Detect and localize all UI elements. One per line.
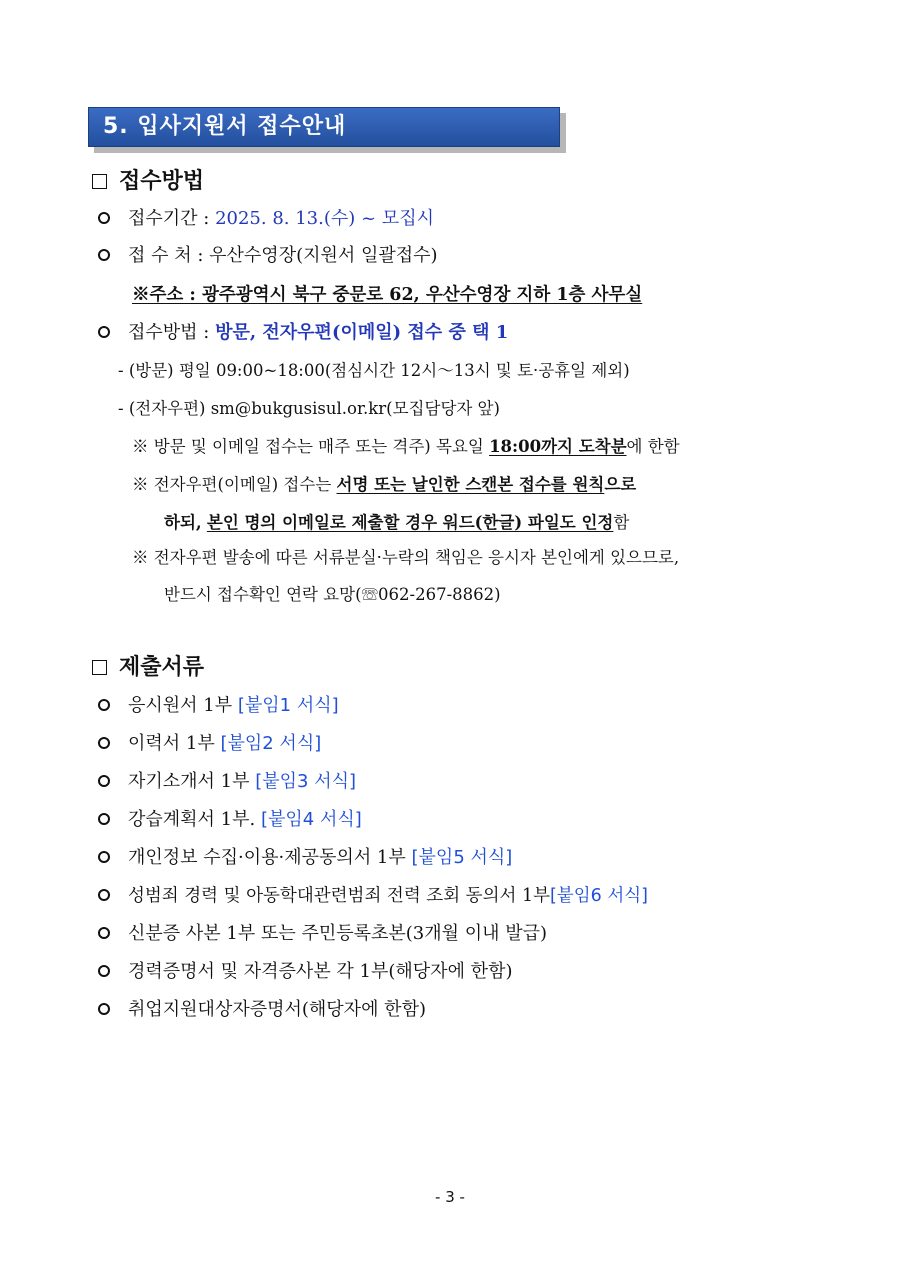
visit-line: - (방문) 평일 09:00~18:00(점심시간 12시～13시 및 토·공휴일 제외) [118,361,630,380]
note-signature-prefix: ※ 전자우편(이메일) 접수는 [132,475,332,494]
document-item-text: 취업지원대상자증명서(해당자에 한함) [128,999,426,1020]
bullet-circle-icon [98,737,110,749]
bullet-circle-icon [98,851,110,863]
document-item-ref: [붙임6 서식] [549,886,648,906]
email-line: - (전자우편) sm@bukgusisul.or.kr(모집담당자 앞) [118,399,500,418]
bullet-circle-icon [98,326,110,338]
note-responsibility: ※ 전자우편 발송에 따른 서류분실·누락의 책임은 응시자 본인에게 있으므로, [132,548,680,567]
document-item-text: 강습계획서 1부. [128,809,256,830]
period-value: 2025. 8. 13.(수) ~ 모집시 [215,208,434,229]
bullet-circle-icon [98,965,110,977]
document-item-ref: [붙임4 서식] [260,809,362,830]
how-row [98,321,508,345]
note-signature [132,473,636,497]
document-item-text: 이력서 1부 [128,733,221,754]
bullet-circle-icon [98,699,110,711]
section-title-banner [88,107,566,153]
document-item-text: 응시원서 1부 [128,695,233,716]
document-item-text: 신분증 사본 1부 또는 주민등록초본(3개월 이내 발급) [128,923,548,944]
document-item-text: 성범죄 경력 및 아동학대관련범죄 전력 조회 동의서 1부 [128,886,550,906]
document-item-ref: [붙임5 서식] [411,847,513,868]
how-label: 접수방법 : [128,322,210,343]
bullet-circle-icon [98,249,110,261]
note-word-emphasis: 본인 명의 이메일로 제출할 경우 워드(한글) 파일도 인정 [206,513,614,532]
document-item-ref: [붙임3 서식] [255,771,357,792]
document-item [98,808,362,832]
note-word-prefix: 하되, [164,513,202,532]
document-item [98,884,648,908]
bullet-circle-icon [98,775,110,787]
document-item [98,846,512,870]
bullet-circle-icon [98,1003,110,1015]
note-word-suffix: 함 [613,513,630,532]
bullet-circle-icon [98,813,110,825]
document-item-ref: [붙임1 서식] [237,695,339,716]
method-heading: 접수방법 [119,169,205,194]
address-line: ※주소 : 광주광역시 북구 중문로 62, 우산수영장 지하 1층 사무실 [132,285,643,305]
document-item [98,694,339,718]
section-title: 5. 입사지원서 접수안내 [88,107,560,147]
document-item [98,998,426,1022]
bullet-circle-icon [98,927,110,939]
period-label: 접수기간 : [128,208,210,229]
note-deadline-prefix: ※ 방문 및 이메일 접수는 매주 또는 격주) 목요일 [132,437,484,456]
document-item-text: 경력증명서 및 자격증사본 각 1부(해당자에 한함) [128,961,513,982]
documents-heading: 제출서류 [119,655,205,680]
checkbox-square-icon [92,174,107,189]
bullet-circle-icon [98,889,110,901]
note-contact: 반드시 접수확인 연락 요망(☏062-267-8862) [164,585,501,604]
bullet-circle-icon [98,212,110,224]
documents-heading-row [92,656,204,680]
place-value: 우산수영장(지원서 일괄접수) [209,245,438,266]
document-item-text: 개인정보 수집·이용·제공동의서 1부 [128,847,406,868]
note-word-file [164,511,629,535]
checkbox-square-icon [92,660,107,675]
document-item [98,732,321,756]
note-signature-emphasis: 서명 또는 날인한 스캔본 접수를 원칙 [336,475,605,494]
document-item-ref: [붙임2 서식] [220,733,322,754]
document-item [98,922,547,946]
how-value: 방문, 전자우편(이메일) 접수 중 택 1 [215,322,509,343]
method-heading-row [92,170,204,194]
document-item-text: 자기소개서 1부 [128,771,250,792]
note-deadline [132,435,680,459]
place-label: 접 수 처 : [128,245,204,266]
note-deadline-suffix: 에 한함 [626,437,680,456]
document-item [98,770,356,794]
document-item [98,960,512,984]
note-signature-suffix: 으로 [604,475,637,494]
place-row [98,244,438,268]
page-number: - 3 - [435,1188,465,1206]
period-row [98,207,434,231]
note-deadline-emphasis: 18:00까지 도착분 [489,437,627,456]
